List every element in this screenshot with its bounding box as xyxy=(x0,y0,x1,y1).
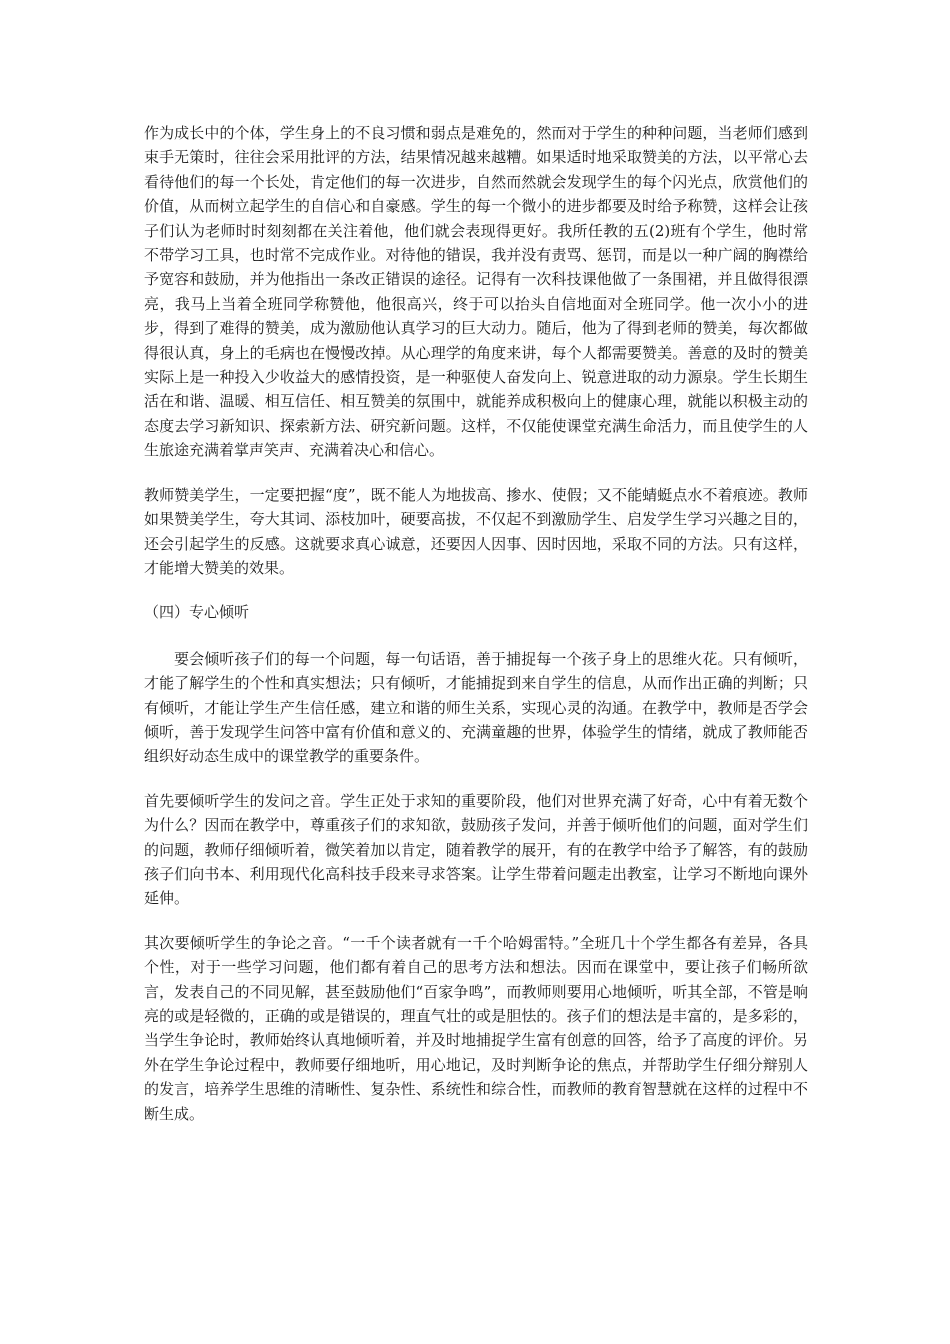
paragraph-listening-debate: 其次要倾听学生的争论之音。“一千个读者就有一千个哈姆雷特。”全班几十个学生都各有差异，各具个性，对于一些学习问题，他们都有着自己的思考方法和想法。因而在课堂中，要让孩子们畅所欲言，发表自己的不同见解，甚至鼓励他们“百家争鸣”，而教师则要用心地倾听，听其全部，不管是响亮的或是轻微的，正确的或是错误的，理直气壮的或是胆怯的。孩子们的想法是丰富的，是多彩的，当学生争论时，教师始终认真地倾听着，并及时地捕捉学生富有创意的回答，给予了高度的评价。另外在学生争论过程中，教师要仔细地听，用心地记，及时判断争论的焦点，并帮助学生仔细分辩别人的发言，培养学生思维的清晰性、复杂性、系统性和综合性，而教师的教育智慧就在这样的过程中不断生成。 xyxy=(144,933,808,1123)
paragraph-praise-growth: 作为成长中的个体，学生身上的不良习惯和弱点是难免的，然而对于学生的种种问题，当老师们感到束手无策时，往往会采用批评的方法，结果情况越来越糟。如果适时地采取赞美的方法，以平常心去看待他们的每一个长处，肯定他们的每一次进步，自然而然就会发现学生的每个闪光点，欣赏他们的价值，从而树立起学生的自信心和自豪感。学生的每一个微小的进步都要及时给予称赞，这样会让孩子们认为老师时时刻刻都在关注着他，他们就会表现得更好。我所任教的五(2)班有个学生，他时常不带学习工具，也时常不完成作业。对待他的错误，我并没有责骂、惩罚，而是以一种广阔的胸襟给予宽容和鼓励，并为他指出一条改正错误的途径。记得有一次科技课他做了一条围裙，并且做得很漂亮，我马上当着全班同学称赞他，他很高兴，终于可以抬头自信地面对全班同学。他一次小小的进步，得到了难得的赞美，成为激励他认真学习的巨大动力。随后，他为了得到老师的赞美，每次都做得很认真，身上的毛病也在慢慢改掉。从心理学的角度来讲，每个人都需要赞美。善意的及时的赞美实际上是一种投入少收益大的感情投资，是一种驱使人奋发向上、锐意进取的动力源泉。学生长期生活在和谐、温暖、相互信任、相互赞美的氛围中，就能养成积极向上的健康心理，就能以积极主动的态度去学习新知识、探索新方法、研究新问题。这样，不仅能使课堂充满生命活力，而且使学生的人生旅途充满着掌声笑声、充满着决心和信心。 xyxy=(144,124,808,460)
section-heading: （四）专心倾听 xyxy=(144,603,250,622)
paragraph-praise-degree: 教师赞美学生，一定要把握“度”，既不能人为地拔高、掺水、使假；又不能蜻蜓点水不着痕迹。教师如果赞美学生，夸大其词、添枝加叶，硬要高拔，不仅起不到激励学生、启发学生学习兴趣之目的，还会引起学生的反感。这就要求真心诚意，还要因人因事、因时因地，采取不同的方法。只有这样，才能增大赞美的效果。 xyxy=(144,485,808,577)
paragraph-listening-questions: 首先要倾听学生的发问之音。学生正处于求知的重要阶段，他们对世界充满了好奇，心中有着无数个为什么？因而在教学中，尊重孩子们的求知欲，鼓励孩子发问，并善于倾听他们的问题，面对学生们的问题，教师仔细倾听着，微笑着加以肯定，随着教学的展开，有的在教学中给予了解答，有的鼓励孩子们向书本、利用现代化高科技手段来寻求答案。让学生带着问题走出教室，让学习不断地向课外延伸。 xyxy=(144,791,808,908)
document-page xyxy=(144,121,808,1146)
paragraph-listening-intro: 要会倾听孩子们的每一个问题，每一句话语，善于捕捉每一个孩子身上的思维火花。只有倾听，才能了解学生的个性和真实想法；只有倾听，才能捕捉到来自学生的信息，从而作出正确的判断；只有倾听，才能让学生产生信任感，建立和谐的师生关系，实现心灵的沟通。在教学中，教师是否学会倾听，善于发现学生问答中富有价值和意义的、充满童趣的世界，体验学生的情绪，就成了教师能否组织好动态生成中的课堂教学的重要条件。 xyxy=(144,649,808,766)
